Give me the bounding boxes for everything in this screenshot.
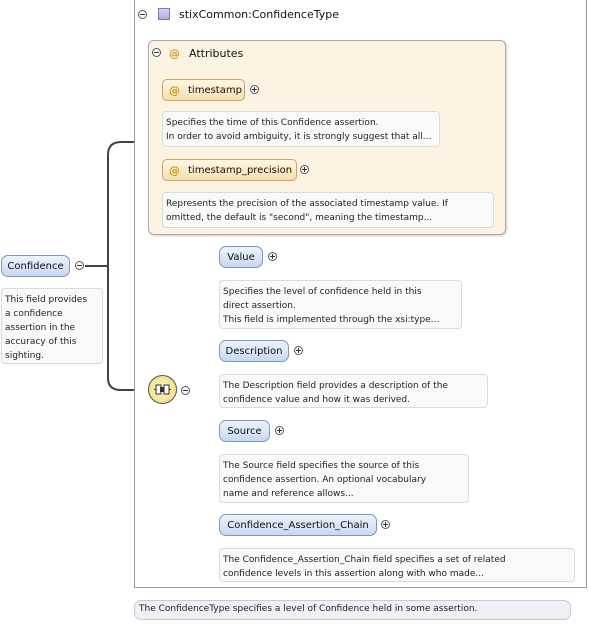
type-documentation: The ConfidenceType specifies a level of Confidence held in some assertion. <box>134 600 571 620</box>
attribute-timestamp-precision-doc: Represents the precision of the associated timestamp value. If omitted, the default is "second", meaning the timestamp... <box>162 192 494 228</box>
element-description-doc: The Description field provides a description of the confidence value and how it was derived. <box>219 374 488 408</box>
sequence-collapse-icon[interactable] <box>181 386 190 395</box>
attribute-timestamp-doc: Specifies the time of this Confidence assertion. In order to avoid ambiguity, it is strongly suggest that all... <box>162 111 440 147</box>
element-label: Source <box>227 425 262 437</box>
element-description[interactable] <box>219 340 289 362</box>
expand-timestamp-precision-icon[interactable] <box>300 165 309 174</box>
attributes-collapse-icon[interactable] <box>152 48 161 57</box>
element-confidence-assertion-chain[interactable] <box>219 514 377 536</box>
attributes-title: Attributes <box>189 47 244 60</box>
type-name: stixCommon:ConfidenceType <box>179 8 339 21</box>
expand-source-icon[interactable] <box>275 426 284 435</box>
attribute-label: timestamp <box>188 84 242 96</box>
element-label: Value <box>227 251 255 263</box>
attribute-label: timestamp_precision <box>188 164 293 176</box>
complex-type-icon <box>158 8 170 20</box>
attribute-at-icon: @ <box>169 163 180 177</box>
attribute-timestamp-precision[interactable] <box>162 159 297 181</box>
expand-description-icon[interactable] <box>294 346 303 355</box>
element-confidence-assertion-chain-doc: The Confidence_Assertion_Chain field specifies a set of related confidence levels in this assertion along with who made... <box>219 548 575 582</box>
sequence-symbol <box>149 376 176 403</box>
attributes-at-icon: @ <box>169 47 180 60</box>
expand-timestamp-icon[interactable] <box>250 85 259 94</box>
root-element-label: Confidence <box>7 260 64 272</box>
root-collapse-icon[interactable] <box>75 261 84 270</box>
element-source-doc: The Source field specifies the source of this confidence assertion. An optional vocabulary name and reference allows... <box>219 454 469 503</box>
root-element-confidence[interactable] <box>1 255 70 277</box>
element-value-doc: Specifies the level of confidence held in this direct assertion. This field is implemented through the xsi:type... <box>219 280 462 329</box>
element-source[interactable] <box>219 420 270 442</box>
type-collapse-icon[interactable] <box>138 10 147 19</box>
element-label: Description <box>225 345 283 357</box>
element-value[interactable] <box>219 246 263 268</box>
sequence-compositor-icon[interactable] <box>148 375 177 404</box>
root-documentation: This field provides a confidence assertion in the accuracy of this sighting. <box>1 288 103 364</box>
attribute-at-icon: @ <box>169 83 180 97</box>
expand-value-icon[interactable] <box>268 252 277 261</box>
expand-confidence-assertion-chain-icon[interactable] <box>381 520 390 529</box>
element-label: Confidence_Assertion_Chain <box>227 519 369 531</box>
attribute-timestamp[interactable] <box>162 79 245 101</box>
